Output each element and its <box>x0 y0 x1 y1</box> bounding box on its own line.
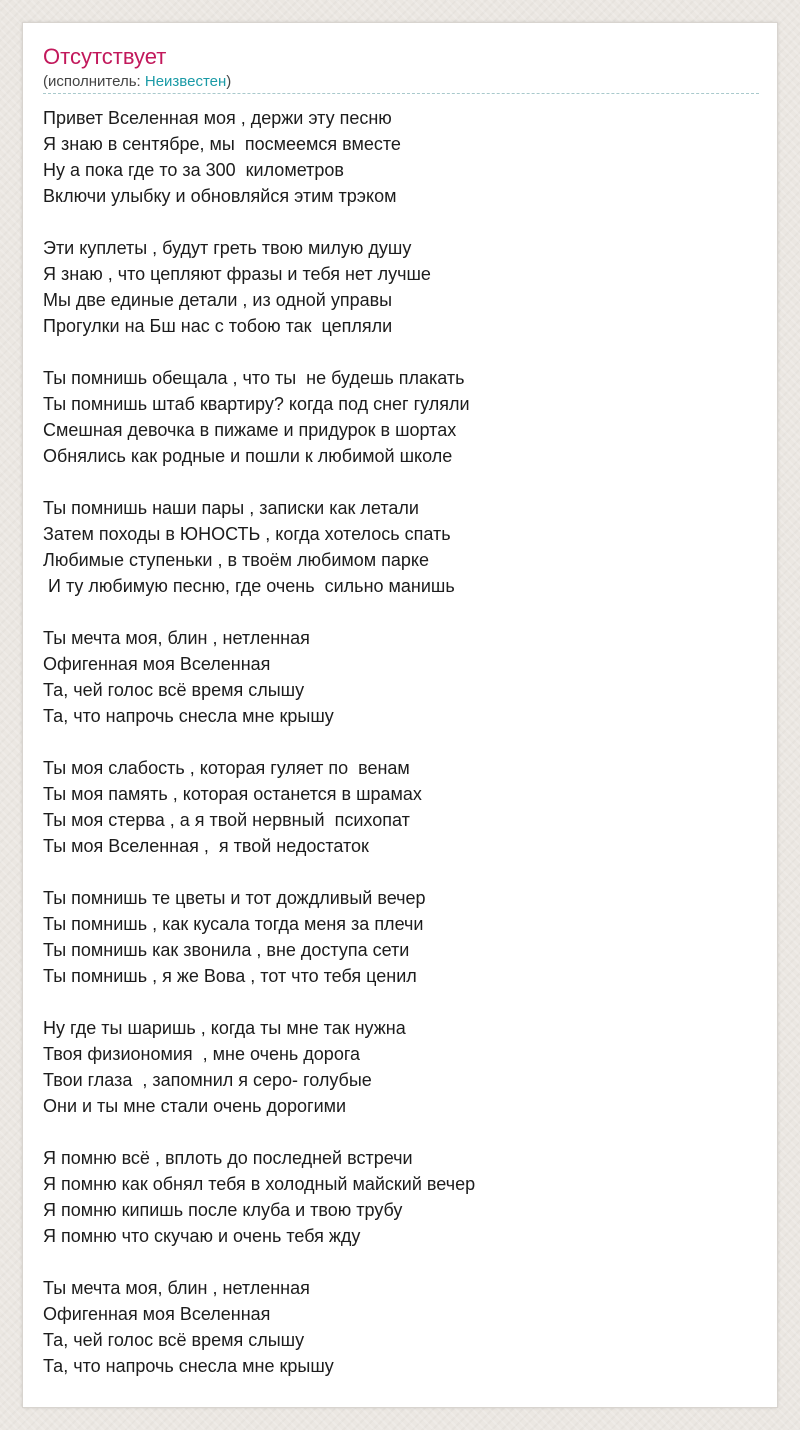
artist-suffix: ) <box>226 73 232 90</box>
lyric-line: Любимые ступеньки , в твоём любимом парке <box>43 550 430 570</box>
lyric-line: Ты помнишь те цветы и тот дождливый вечер <box>43 888 426 908</box>
song-title: Отсутствует <box>43 44 167 69</box>
lyric-line: Та, что напрочь снесла мне крышу <box>43 1356 334 1376</box>
lyric-line: Ты мечта моя, блин , нетленная <box>43 1278 310 1298</box>
artist-prefix: (исполнитель: <box>43 73 145 90</box>
lyric-line: Та, чей голос всё время слышу <box>43 1330 305 1350</box>
lyric-line: Я знаю в сентябре, мы посмеемся вместе <box>43 134 401 154</box>
lyric-line: Я помню как обнял тебя в холодный майский вечер <box>43 1174 476 1194</box>
title-divider <box>43 93 759 94</box>
lyric-line: Ты моя Вселенная , я твой недостаток <box>43 836 369 856</box>
lyric-line: Офигенная моя Вселенная <box>43 654 271 674</box>
stanza <box>43 1015 763 1119</box>
lyric-line: Я помню кипишь после клуба и твою трубу <box>43 1200 403 1220</box>
lyrics-text <box>43 105 763 1405</box>
lyric-line: Привет Вселенная моя , держи эту песню <box>43 108 392 128</box>
lyric-line: Ну где ты шаришь , когда ты мне так нужна <box>43 1018 406 1038</box>
lyric-line: Твоя физиономия , мне очень дорога <box>43 1044 361 1064</box>
lyric-line: Ты помнишь обещала , что ты не будешь плакать <box>43 368 465 388</box>
lyric-line: Они и ты мне стали очень дорогими <box>43 1096 347 1116</box>
lyric-line: Смешная девочка в пижаме и придурок в шортах <box>43 420 457 440</box>
lyric-line: Ты помнишь , я же Вова , тот что тебя ценил <box>43 966 417 986</box>
lyric-line: И ту любимую песню, где очень сильно манишь <box>43 576 455 596</box>
lyric-line: Та, что напрочь снесла мне крышу <box>43 706 334 726</box>
lyric-line: Ты моя стерва , а я твой нервный психопат <box>43 810 410 830</box>
stanza <box>43 625 763 729</box>
lyric-line: Прогулки на Бш нас с тобою так цепляли <box>43 316 393 336</box>
lyric-line: Ты мечта моя, блин , нетленная <box>43 628 310 648</box>
lyric-line: Я помню всё , вплоть до последней встречи <box>43 1148 413 1168</box>
lyric-line: Ты помнишь как звонила , вне доступа сети <box>43 940 410 960</box>
lyric-line: Мы две единые детали , из одной управы <box>43 290 393 310</box>
lyric-line: Включи улыбку и обновляйся этим трэком <box>43 186 397 206</box>
lyric-line: Офигенная моя Вселенная <box>43 1304 271 1324</box>
artist-link[interactable]: Неизвестен <box>144 73 227 90</box>
lyric-line: Я знаю , что цепляют фразы и тебя нет лучше <box>43 264 431 284</box>
lyric-line: Ты помнишь наши пары , записки как летали <box>43 498 419 518</box>
lyric-line: Ты моя память , которая останется в шрамах <box>43 784 422 804</box>
lyric-line: Твои глаза , запомнил я серо- голубые <box>43 1070 372 1090</box>
lyric-line: Ты помнишь , как кусала тогда меня за плечи <box>43 914 424 934</box>
lyrics-card <box>22 22 778 1408</box>
artist-line <box>43 73 231 91</box>
lyric-line: Я помню что скучаю и очень тебя жду <box>43 1226 361 1246</box>
stanza <box>43 365 763 469</box>
stanza <box>43 495 763 599</box>
lyric-line: Та, чей голос всё время слышу <box>43 680 305 700</box>
lyric-line: Обнялись как родные и пошли к любимой школе <box>43 446 453 466</box>
stanza <box>43 1275 763 1379</box>
stanza <box>43 1145 763 1249</box>
stanza <box>43 755 763 859</box>
lyric-line: Ты моя слабость , которая гуляет по венам <box>43 758 410 778</box>
lyric-line: Ты помнишь штаб квартиру? когда под снег гуляли <box>43 394 470 414</box>
stanza <box>43 105 763 209</box>
stanza <box>43 235 763 339</box>
lyric-line: Ну а пока где то за 300 километров <box>43 160 344 180</box>
stanza <box>43 885 763 989</box>
lyric-line: Эти куплеты , будут греть твою милую душу <box>43 238 412 258</box>
lyric-line: Затем походы в ЮНОСТЬ , когда хотелось спать <box>43 524 451 544</box>
